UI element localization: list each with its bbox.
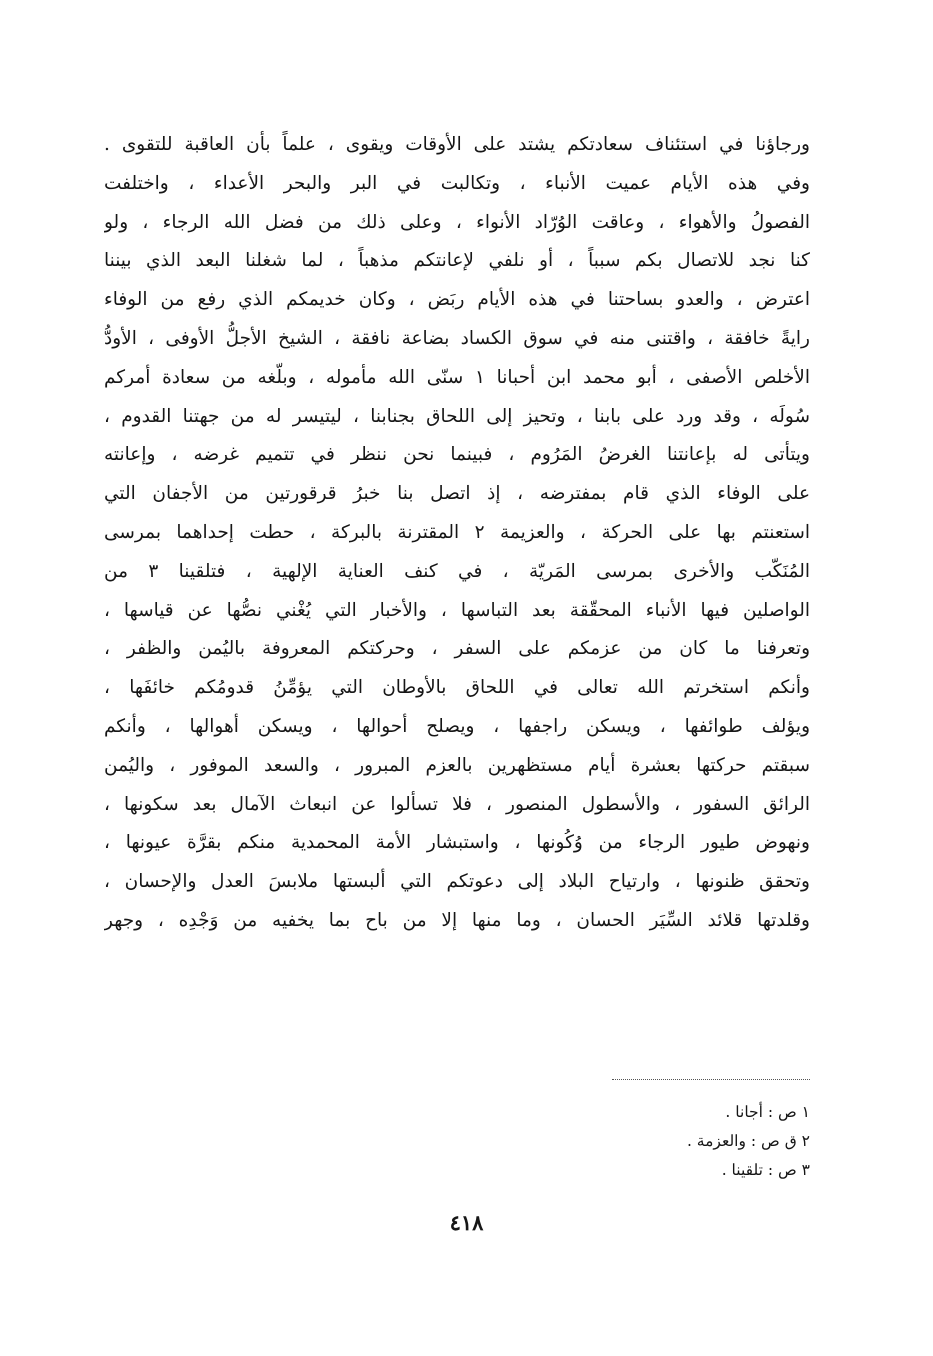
footnote: ٣ ص : تلقينا . — [721, 1161, 810, 1179]
text-line: على الوفاء الذي قام بمفترضه ، إذ اتصل بنا خبرُ قرقورتين من الأجفان التي — [104, 483, 810, 505]
text-line: سُولَه ، وقد ورد على بابنا ، وتحيز إلى اللحاق بجنابنا ، ليتيسر له من جهتنا القدوم ، — [104, 405, 810, 427]
text-line: استعنتم بها على الحركة ، والعزيمة ٢ المقترنة بالبركة ، حطت إحداهما بمرسى — [104, 521, 810, 543]
text-line: وفي هذه الأيام عميت الأنباء ، وتكالبت في البر والبحر الأعداء ، واختلفت — [104, 172, 810, 194]
text-line: الواصلين فيها الأنباء المحقّقة بعد التباسها ، والأخبار التي يُغْني نصُّها عن قياسها ، — [104, 599, 810, 621]
main-text — [104, 126, 810, 941]
text-line: رايةً خافقة ، واقتنى منه في سوق الكساد بضاعة نافقة ، الشيخ الأجلُّ الأوفى ، الأودُّ — [104, 327, 810, 349]
text-line: كنا نجد للاتصال بكم سبباً ، أو نلفي لإعانتكم مذهباً ، لما شغلنا البعد الذي بيننا — [104, 250, 810, 272]
text-line: ويتأتى له بإعانتنا الغرضُ المَرُوم ، فبينما نحن ننظر في تتميم غرضه ، وإعانته — [104, 444, 810, 466]
text-line: ونهوض طيور الرجاء من وُكُونها ، واستبشار الأمة المحمدية منكم بقرَّة عيونها ، — [104, 832, 810, 854]
footnote: ٢ ق ص : والعزمة . — [686, 1132, 810, 1150]
text-line: اعترض ، والعدو بساحتنا في هذه الأيام ربَض ، وكان خديمكم الذي رفع من الوفاء — [104, 289, 810, 311]
text-line: الفصولُ والأهواء ، وعاقت الوُرّاد الأنواء ، وعلى ذلك من فضل الله الرجاء ، ولو — [104, 211, 810, 233]
text-line: ويؤلف طوائفها ، ويسكن راجفها ، ويصلح أحوالها ، ويسكن أهوالها ، وأنكم — [104, 715, 810, 737]
text-line: الرائق السفور ، والأسطول المنصور ، فلا تسألوا عن انبعاث الآمال بعد سكونها ، — [104, 793, 810, 815]
text-line: المُنَكّب والأخرى بمرسى المَريّة ، في كنف العناية الإلهية ، فتلقينا ٣ من — [104, 560, 810, 582]
text-line: وتعرفنا ما كان من عزمكم على السفر ، وحركتكم المعروفة باليُمن والظفر ، — [104, 638, 810, 660]
text-line: سبقتم حركتها بعشرة أيام مستظهرين بالعزم المبرور ، والسعد الموفور ، واليُمن — [104, 754, 810, 776]
text-line: وأنكم استخرتم الله تعالى في اللحاق بالأوطان التي يؤمِّنُ قدومُكم خائفَها ، — [104, 677, 810, 699]
page-number: ٤١٨ — [449, 1210, 484, 1235]
text-line: وقلدتها قلائد السِّيَر الحسان ، وما منها إلا من باح بما يخفيه من وَجْدِه ، وجهر — [104, 909, 810, 931]
footnote-separator — [612, 1079, 810, 1080]
text-line: الأخلص الأصفى ، أبو محمد ابن أحبانا ١ سنّى الله مأموله ، وبلّغه من سعادة أمركم — [104, 366, 810, 388]
footnotes — [410, 1098, 810, 1185]
text-line: ورجاؤنا في استئناف سعادتكم يشتد على الأوقات ويقوى ، علماً بأن العاقبة للتقوى . — [104, 134, 810, 155]
footnote: ١ ص : أجانا . — [725, 1103, 810, 1121]
text-line: وتحقق ظنونها ، وارتياح البلاد إلى دعوتكم التي ألبستها ملابسَ العدل والإحسان ، — [104, 871, 810, 893]
